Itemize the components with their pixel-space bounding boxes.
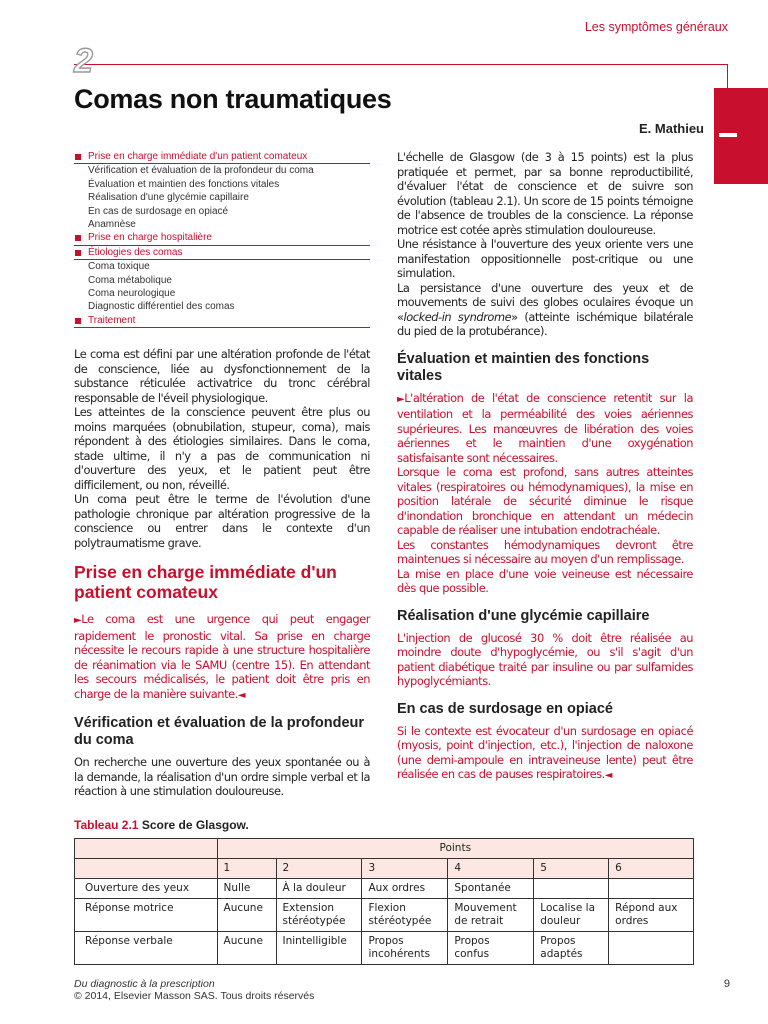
key-paragraph-text: L'altération de l'état de conscience retentit sur la ventilation et la perméabilité des voies aériennes supérieures. Les manœuvres de libération des voies aériennes et le maintien d'une oxygénation satisfaisante sont nécessaires. (397, 390, 693, 465)
subsection-heading: Réalisation d'une glycémie capillaire (397, 607, 650, 624)
outline-item[interactable]: Étiologies des comas (74, 246, 370, 260)
key-paragraph: Lorsque le coma est profond, sans autres atteintes vitales (respiratoires ou hémodynamiques), la mise en position latérale de sécurité diminue le risque d'inondation bronchique en attendant un médecin capable de réaliser une intubation endotrachéale. (397, 465, 693, 537)
column-header: 6 (609, 859, 694, 879)
table-cell: Aux ordres (362, 879, 448, 899)
right-column (397, 150, 693, 784)
row-label: Ouverture des yeux (75, 879, 218, 899)
table-caption-text: Score de Glasgow. (141, 818, 249, 832)
running-head: Les symptômes généraux (584, 20, 728, 34)
subsection-heading: En cas de surdosage en opiacé (397, 700, 613, 717)
table-cell: Localise la douleur (534, 899, 609, 932)
table-cell: Nulle (217, 879, 276, 899)
paragraph: Le coma est défini par une altération profonde de l'état de conscience, liée au dysfonctionnement de la substance réticulée activatrice du tronc cérébral responsable de l'éveil physiologique. (74, 347, 370, 405)
key-paragraph (397, 724, 693, 784)
paragraph: Un coma peut être le terme de l'évolution d'une pathologie chronique par altération progressive de la conscience ou entrer dans le contexte d'un polytraumatisme grave. (74, 492, 370, 550)
table-cell (609, 932, 694, 965)
key-paragraph (397, 391, 693, 466)
paragraph: L'échelle de Glasgow (de 3 à 15 points) est la plus pratiquée et permet, par sa bonne reproductibilité, d'évaluer l'état de conscience et de suivre son évolution (tableau 2.1). Un score de 15 points témoigne de l'absence de troubles de la conscience. La réponse motrice est cotée après stimulation douloureuse. (397, 150, 693, 237)
chapter-outline (74, 150, 370, 328)
table-cell: Mouvement de retrait (448, 899, 534, 932)
table-row (75, 879, 694, 899)
column-header: 5 (534, 859, 609, 879)
subsection-heading: Vérification et évaluation de la profondeur du coma (74, 715, 365, 748)
outline-subitem[interactable]: Diagnostic différentiel des comas (88, 301, 235, 313)
table-row (75, 899, 694, 932)
outline-subitem[interactable]: Coma neurologique (88, 288, 176, 300)
outline-subitem[interactable]: Réalisation d'une glycémie capillaire (88, 192, 249, 204)
key-paragraph (74, 612, 370, 703)
table-cell: Propos confus (448, 932, 534, 965)
outline-subitem[interactable]: Évaluation et maintien des fonctions vitales (88, 178, 280, 190)
table-cell: Spontanée (448, 879, 534, 899)
column-header: 1 (217, 859, 276, 879)
column-header: 2 (276, 859, 362, 879)
paragraph (397, 281, 693, 339)
outline-item[interactable]: Prise en charge immédiate d'un patient comateux (74, 150, 370, 164)
key-end-icon: ◄ (237, 689, 246, 701)
page-number: 9 (723, 978, 730, 990)
outline-subitem[interactable]: Anamnèse (88, 219, 136, 231)
top-rule (74, 64, 728, 65)
key-start-icon: ► (397, 393, 405, 405)
book-title: Du diagnostic à la prescription (74, 978, 215, 990)
table-cell: Flexion stéréotypée (362, 899, 448, 932)
table-cell: Propos adaptés (534, 932, 609, 965)
subsection-heading: Évaluation et maintien des fonctions vitales (397, 350, 650, 384)
table-cell (534, 879, 609, 899)
table-cell: Propos incohérents (362, 932, 448, 965)
side-vertical-rule (727, 64, 728, 88)
table-cell: À la douleur (276, 879, 362, 899)
key-paragraph: L'injection de glucosé 30 % doit être réalisée au moindre doute d'hypoglycémie, ou s'il s'agit d'un patient diabétique traité par insuline ou par sulfamides hypoglycémiants. (397, 630, 693, 688)
column-header: 3 (362, 859, 448, 879)
copyright: © 2014, Elsevier Masson SAS. Tous droits réservés (74, 990, 315, 1002)
key-paragraph: La mise en place d'une voie veineuse est nécessaire dès que possible. (397, 566, 693, 595)
section-tab-marker (719, 133, 737, 137)
column-header: 4 (448, 859, 534, 879)
table-corner (75, 839, 218, 859)
key-start-icon: ► (74, 615, 82, 626)
paragraph-text: » (atteinte ischémique bilatérale du pied de la protubérance). (397, 309, 693, 338)
section-heading: Prise en charge immédiate d'un patient comateux (74, 562, 337, 602)
key-paragraph: Les constantes hémodynamiques devront être maintenues si nécessaire au moyen d'un remplissage. (397, 537, 693, 566)
key-paragraph-text: Le coma est une urgence qui peut engager rapidement le pronostic vital. Sa prise en charge nécessite le recours rapide à une structure hospitalière de réanimation via le SAMU (centre 15). En attendant les secours médicalisés, le patient doit être pris en charge de la manière suivante. (74, 612, 370, 701)
footer (74, 978, 314, 1002)
table-cell: Aucune (217, 899, 276, 932)
paragraph: Les atteintes de la conscience peuvent être plus ou moins marquées (obnubilation, stupeur, coma), mais répondent à des étiologies similaires. Dans le coma, stade ultime, il n'y a pas de communication ni d'ouverture des yeux, et le patient peut être difficilement, ou non, réveillé. (74, 405, 370, 492)
table-cell: Inintelligible (276, 932, 362, 965)
paragraph: On recherche une ouverture des yeux spontanée ou à la demande, la réalisation d'un ordre simple verbal et la réaction à une stimulation douloureuse. (74, 755, 370, 798)
row-label: Réponse motrice (75, 899, 218, 932)
paragraph: Une résistance à l'ouverture des yeux oriente vers une manifestation oppositionnelle post-critique ou une simulation. (397, 237, 693, 280)
outline-subitem[interactable]: En cas de surdosage en opiacé (88, 205, 229, 217)
table-caption-label: Tableau 2.1 (74, 818, 139, 832)
left-column (74, 347, 370, 799)
row-label: Réponse verbale (75, 932, 218, 965)
key-paragraph-text: Si le contexte est évocateur d'un surdosage en opiacé (myosis, point d'injection, etc.), l'injection de naloxone (une demi-ampoule en intraveineuse lente) peut être réalisée en cas de pauses respiratoires. (397, 723, 693, 781)
emphasis: locked-in syndrome (403, 309, 512, 324)
outline-subitem[interactable]: Vérification et évaluation de la profondeur du coma (88, 165, 314, 177)
table-row (75, 932, 694, 965)
key-end-icon: ◄ (604, 770, 613, 781)
table-cell: Extension stéréotypée (276, 899, 362, 932)
table-caption (74, 818, 249, 832)
chapter-number: 2 (74, 42, 93, 80)
outline-subitem[interactable]: Coma métabolique (88, 274, 172, 286)
outline-subitem[interactable]: Coma toxique (88, 261, 150, 273)
chapter-title: Comas non traumatiques (74, 84, 392, 114)
author: E. Mathieu (638, 121, 704, 136)
glasgow-table (74, 838, 694, 965)
points-header: Points (217, 839, 693, 859)
table-cell (609, 879, 694, 899)
paragraph-text: La persistance d'une ouverture des yeux et de mouvements de suivi des globes oculaires évoque un « (397, 280, 693, 324)
table-corner (75, 859, 218, 879)
outline-item[interactable]: Prise en charge hospitalière (74, 231, 370, 245)
outline-item[interactable]: Traitement (74, 314, 370, 328)
table-cell: Aucune (217, 932, 276, 965)
table-cell: Répond aux ordres (609, 899, 694, 932)
